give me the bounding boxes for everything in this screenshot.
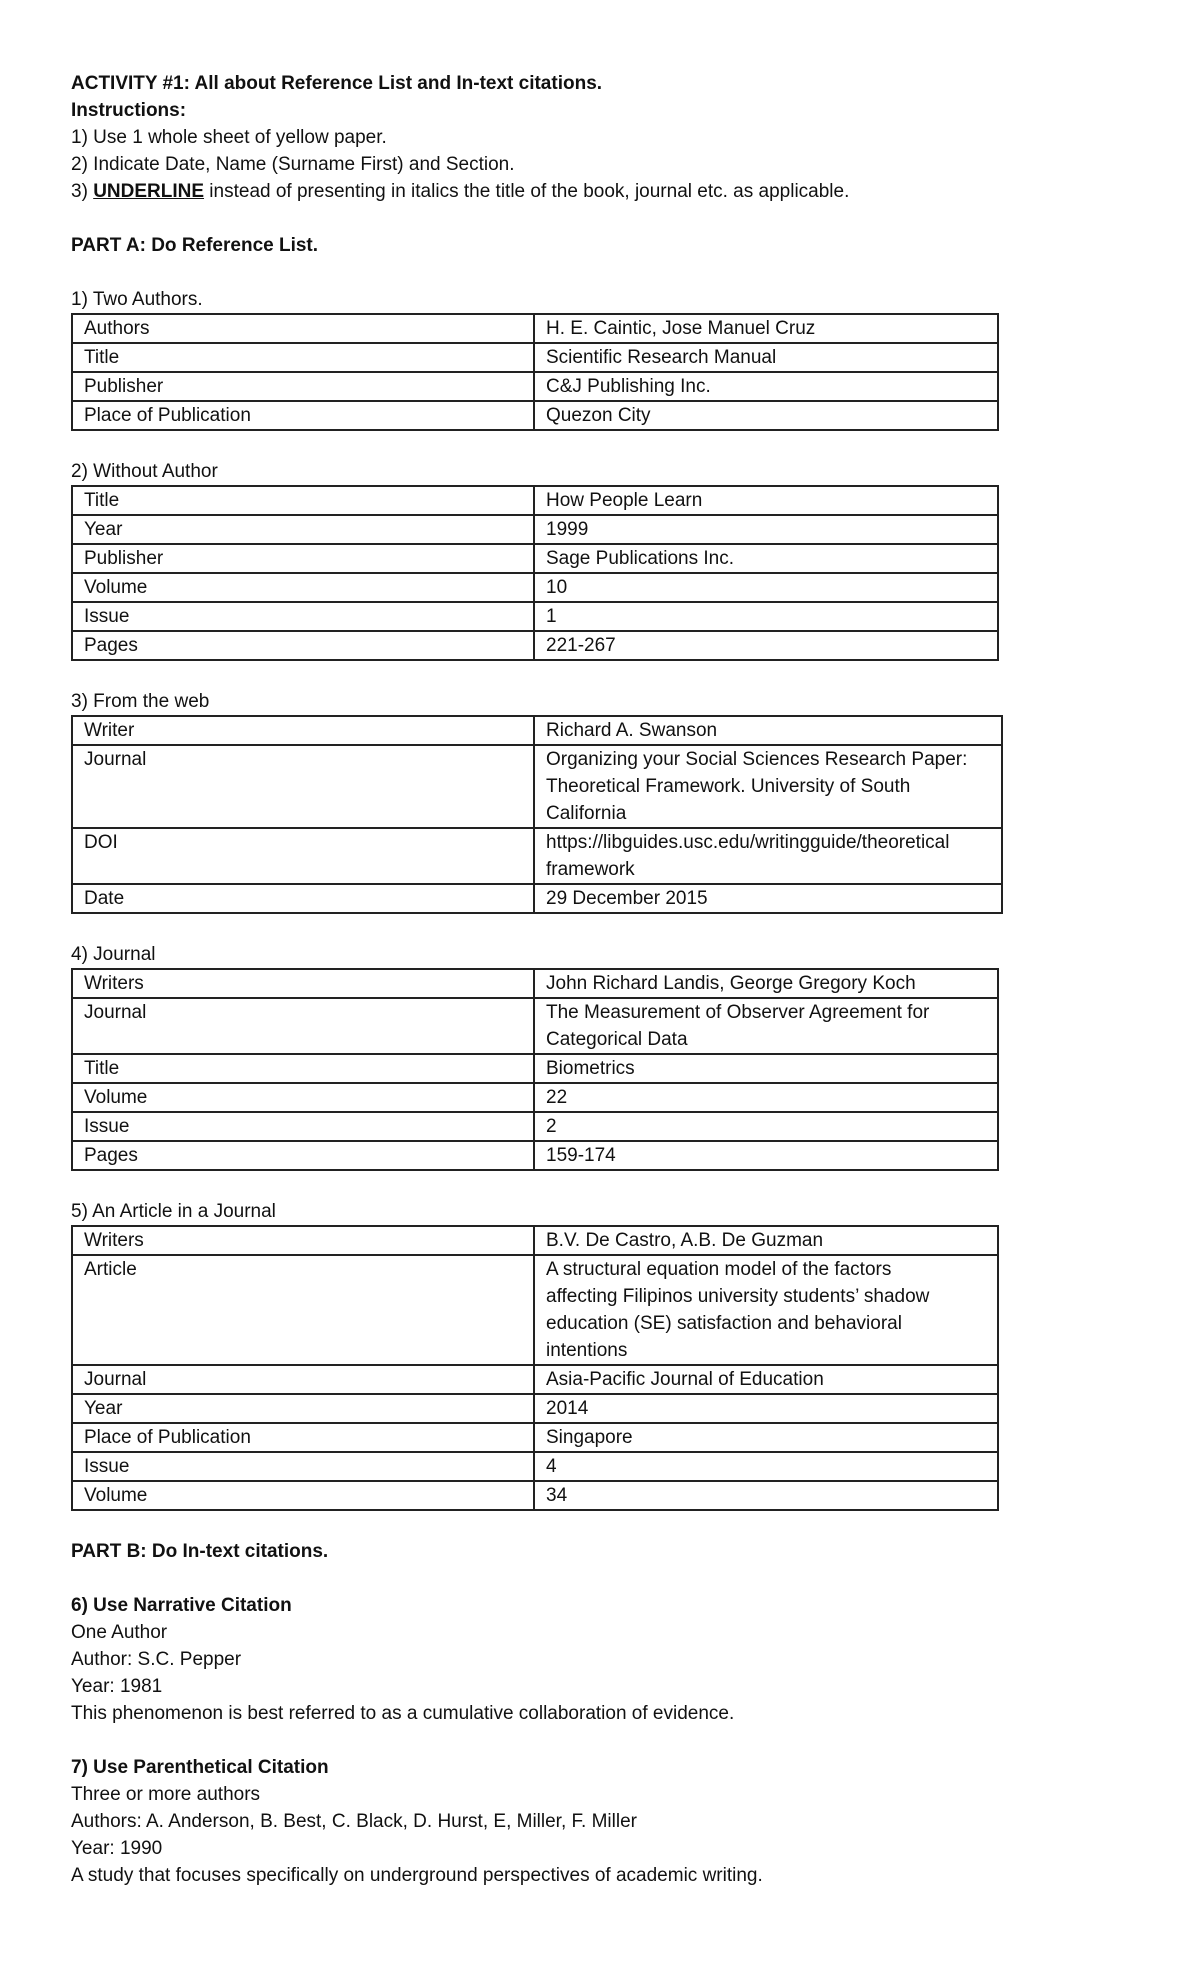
field-label: Title [72, 1054, 534, 1083]
section-5-table [71, 1225, 999, 1511]
section-4-table [71, 968, 999, 1171]
field-label: Volume [72, 1083, 534, 1112]
field-label: Pages [72, 1141, 534, 1170]
instruction-2: 2) Indicate Date, Name (Surname First) and Section. [71, 154, 515, 175]
field-value: 10 [534, 573, 998, 602]
item-7-heading: 7) Use Parenthetical Citation [71, 1757, 329, 1778]
table-row [72, 314, 998, 343]
item-6-line-2: Author: S.C. Pepper [71, 1649, 242, 1670]
section-5-heading: 5) An Article in a Journal [71, 1201, 276, 1222]
field-label: Journal [72, 998, 534, 1054]
field-value: 2 [534, 1112, 998, 1141]
field-value: Scientific Research Manual [534, 343, 998, 372]
field-label: Journal [72, 1365, 534, 1394]
field-label: Writers [72, 1226, 534, 1255]
table-row [72, 631, 998, 660]
table-row [72, 343, 998, 372]
field-label: Year [72, 515, 534, 544]
field-label: Title [72, 343, 534, 372]
field-value: Asia-Pacific Journal of Education [534, 1365, 998, 1394]
instruction-3-suffix: instead of presenting in italics the title of the book, journal etc. as applicable. [204, 181, 850, 202]
instruction-3 [71, 178, 1200, 205]
instruction-3-emphasis: UNDERLINE [93, 181, 205, 202]
field-value: H. E. Caintic, Jose Manuel Cruz [534, 314, 998, 343]
field-label: Journal [72, 745, 534, 828]
table-row [72, 1452, 998, 1481]
field-value: The Measurement of Observer Agreement for Categorical Data [534, 998, 998, 1054]
field-label: Writer [72, 716, 534, 745]
table-row [72, 573, 998, 602]
field-label: Publisher [72, 544, 534, 573]
table-row [72, 1141, 998, 1170]
field-label: Place of Publication [72, 1423, 534, 1452]
table-row [72, 998, 998, 1054]
field-label: Issue [72, 1452, 534, 1481]
field-value: 159-174 [534, 1141, 998, 1170]
field-label: Publisher [72, 372, 534, 401]
field-value: Organizing your Social Sciences Research Paper: Theoretical Framework. University of South California [534, 745, 1002, 828]
field-value: 22 [534, 1083, 998, 1112]
field-label: Title [72, 486, 534, 515]
section-1-heading: 1) Two Authors. [71, 289, 203, 310]
item-6-line-3: Year: 1981 [71, 1676, 163, 1697]
field-value: 2014 [534, 1394, 998, 1423]
field-label: Article [72, 1255, 534, 1365]
section-3-heading: 3) From the web [71, 691, 210, 712]
field-label: Year [72, 1394, 534, 1423]
section-3-table [71, 715, 1003, 914]
field-label: Authors [72, 314, 534, 343]
item-6-line-1: One Author [71, 1622, 168, 1643]
item-7-line-4: A study that focuses specifically on underground perspectives of academic writing. [71, 1865, 763, 1886]
table-row [72, 486, 998, 515]
table-row [72, 1226, 998, 1255]
field-value: How People Learn [534, 486, 998, 515]
field-value: Quezon City [534, 401, 998, 430]
section-2-heading: 2) Without Author [71, 461, 218, 482]
part-b-title: PART B: Do In-text citations. [71, 1541, 329, 1562]
item-7-line-3: Year: 1990 [71, 1838, 163, 1859]
section-4-heading: 4) Journal [71, 944, 156, 965]
table-row [72, 1255, 998, 1365]
field-value: 1999 [534, 515, 998, 544]
item-6-heading: 6) Use Narrative Citation [71, 1595, 292, 1616]
instruction-1: 1) Use 1 whole sheet of yellow paper. [71, 127, 387, 148]
field-value: 29 December 2015 [534, 884, 1002, 913]
field-value: Sage Publications Inc. [534, 544, 998, 573]
field-value: Singapore [534, 1423, 998, 1452]
section-2-table [71, 485, 999, 661]
field-label: Volume [72, 1481, 534, 1510]
field-label: Volume [72, 573, 534, 602]
table-row [72, 1112, 998, 1141]
activity-title: ACTIVITY #1: All about Reference List and In-text citations. [71, 73, 603, 94]
table-row [72, 1423, 998, 1452]
table-row [72, 515, 998, 544]
field-value: Biometrics [534, 1054, 998, 1083]
part-a-title: PART A: Do Reference List. [71, 235, 319, 256]
field-label: Place of Publication [72, 401, 534, 430]
field-value: 4 [534, 1452, 998, 1481]
section-1-table [71, 313, 999, 431]
field-label: Issue [72, 1112, 534, 1141]
field-label: DOI [72, 828, 534, 884]
field-label: Pages [72, 631, 534, 660]
table-row [72, 602, 998, 631]
field-label: Issue [72, 602, 534, 631]
table-row [72, 1481, 998, 1510]
field-value: https://libguides.usc.edu/writingguide/theoretical framework [534, 828, 1002, 884]
table-row [72, 1365, 998, 1394]
field-value: 1 [534, 602, 998, 631]
table-row [72, 1394, 998, 1423]
field-value: 34 [534, 1481, 998, 1510]
field-label: Writers [72, 969, 534, 998]
table-row [72, 544, 998, 573]
item-7-line-2: Authors: A. Anderson, B. Best, C. Black, D. Hurst, E, Miller, F. Miller [71, 1811, 637, 1832]
field-value: C&J Publishing Inc. [534, 372, 998, 401]
table-row [72, 828, 1002, 884]
table-row [72, 716, 1002, 745]
field-value: B.V. De Castro, A.B. De Guzman [534, 1226, 998, 1255]
table-row [72, 969, 998, 998]
table-row [72, 372, 998, 401]
item-6-line-4: This phenomenon is best referred to as a cumulative collaboration of evidence. [71, 1703, 735, 1724]
field-value: Richard A. Swanson [534, 716, 1002, 745]
table-row [72, 1083, 998, 1112]
table-row [72, 1054, 998, 1083]
field-label: Date [72, 884, 534, 913]
table-row [72, 401, 998, 430]
field-value: John Richard Landis, George Gregory Koch [534, 969, 998, 998]
item-7-line-1: Three or more authors [71, 1784, 261, 1805]
table-row [72, 745, 1002, 828]
instruction-3-prefix: 3) [71, 181, 94, 202]
field-value: 221-267 [534, 631, 998, 660]
instructions-label: Instructions: [71, 100, 187, 121]
field-value: A structural equation model of the factors affecting Filipinos university students’ shadow education (SE) satisfaction and behavioral intentions [534, 1255, 998, 1365]
table-row [72, 884, 1002, 913]
